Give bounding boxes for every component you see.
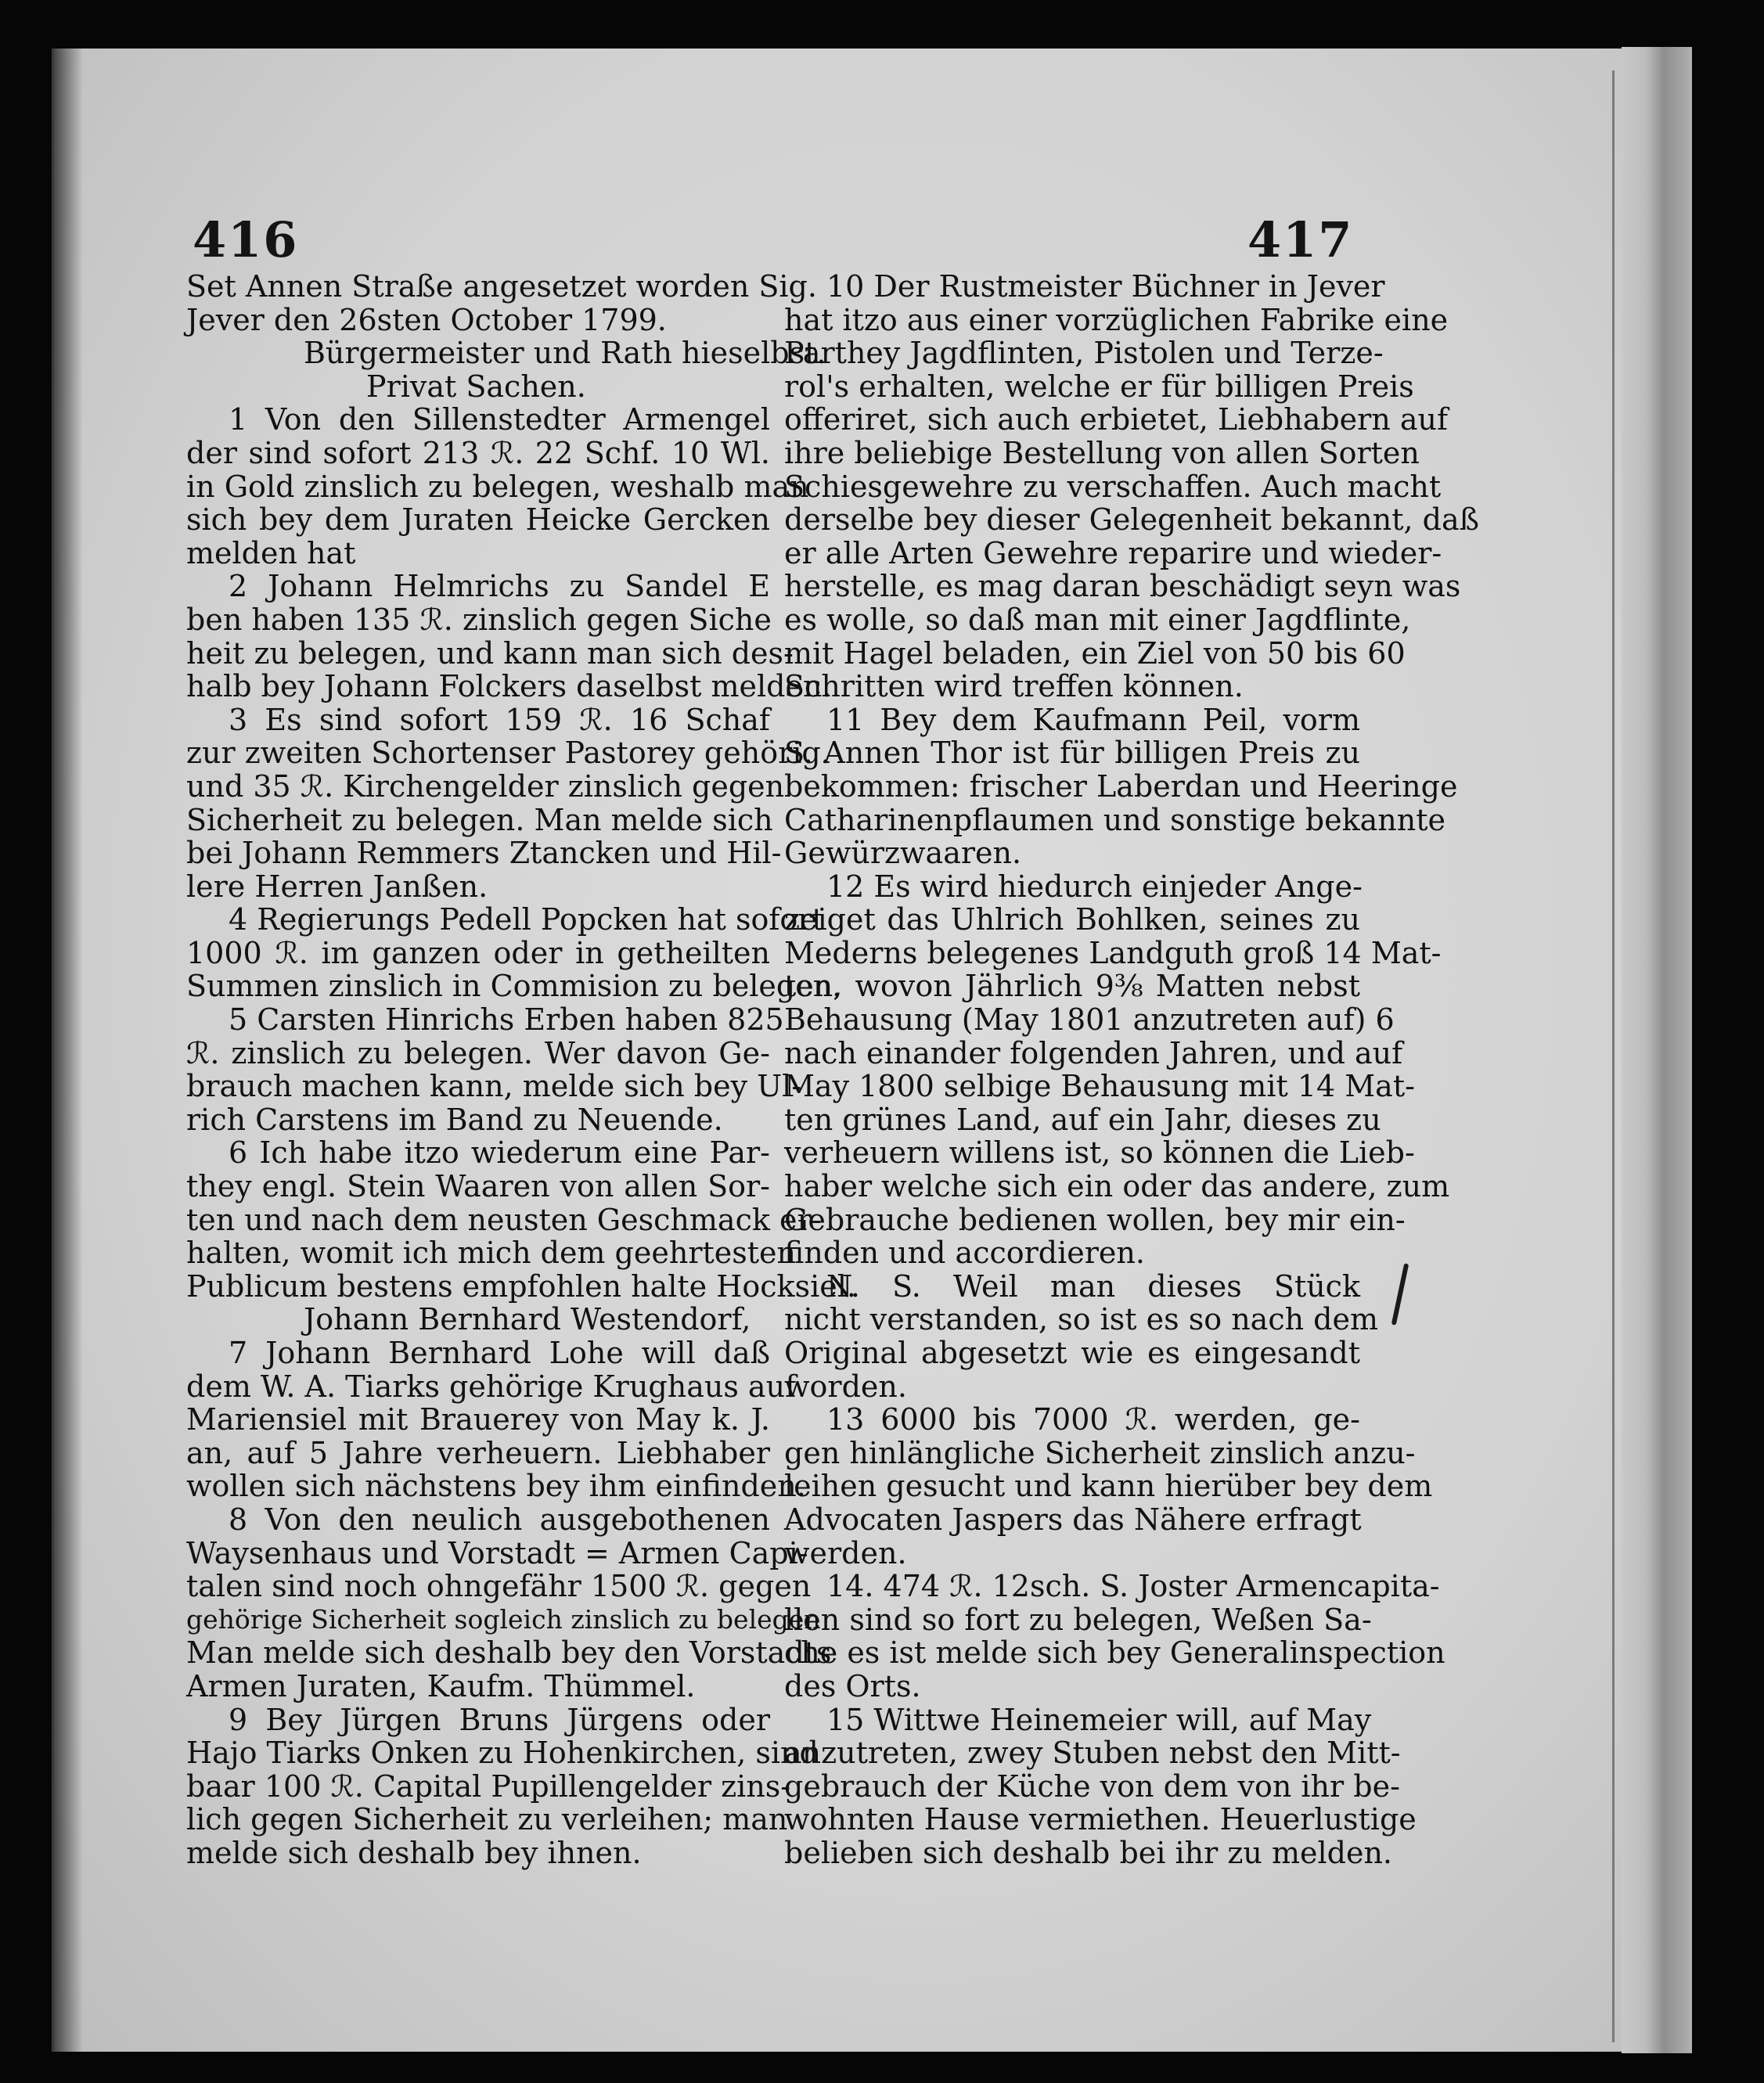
text-line: Parthey Jagdflinten, Pistolen und Terze- [784, 336, 1384, 371]
text-line: they engl. Stein Waaren von allen Sor- [186, 1169, 770, 1204]
section-heading: Privat Sachen. [366, 369, 586, 404]
text-line: Bürgermeister und Rath hieselbst. [304, 336, 826, 371]
text-line: mit Hagel beladen, ein Ziel von 50 bis 60 [784, 635, 1406, 671]
text-line: rich Carstens im Band zu Neuende. [186, 1102, 723, 1137]
text-line: 6 Ich habe itzo wiederum eine Par- [229, 1135, 770, 1171]
text-line: zeiget das Uhlrich Bohlken, seines zu [784, 902, 1360, 937]
text-line: 1 Von den Sillenstedter Armengel [229, 402, 770, 437]
text-line: nicht verstanden, so ist es so nach dem [784, 1302, 1378, 1337]
text-line: belieben sich deshalb bei ihr zu melden. [784, 1835, 1392, 1870]
text-line: nach einander folgenden Jahren, und auf [784, 1035, 1403, 1070]
text-line: Waysenhaus und Vorstadt = Armen Capi- [186, 1535, 808, 1570]
text-line: lere Herren Janßen. [186, 869, 488, 904]
text-line: dem W. A. Tiarks gehörige Krughaus auf [186, 1369, 797, 1404]
text-line: verheuern willens ist, so können die Lieb- [784, 1135, 1415, 1171]
page-edge-line [1612, 70, 1615, 2042]
text-line: 9 Bey Jürgen Bruns Jürgens oder [229, 1702, 770, 1737]
text-line: worden. [784, 1369, 907, 1404]
text-line: brauch machen kann, melde sich bey Ul- [186, 1069, 802, 1104]
text-line: Gewürzwaaren. [784, 836, 1022, 871]
text-line: che es ist melde sich bey Generalinspection [784, 1635, 1445, 1671]
text-line: an, auf 5 Jahre verheuern. Liebhaber [186, 1435, 770, 1470]
text-line: halten, womit ich mich dem geehrtesten [186, 1236, 796, 1271]
text-line: des Orts. [784, 1668, 921, 1703]
text-line: ben haben 135 ℛ. zinslich gegen Siche [186, 602, 772, 637]
text-line: N. S. Weil man dieses Stück [826, 1268, 1360, 1304]
text-line: Gebrauche bedienen wollen, bey mir ein- [784, 1202, 1406, 1237]
text-line: wohnten Hause vermiethen. Heuerlustige [784, 1802, 1417, 1837]
text-line: baar 100 ℛ. Capital Pupillengelder zins- [186, 1768, 791, 1804]
text-line: bei Johann Remmers Ztancken und Hil- [186, 836, 782, 871]
text-line: 14. 474 ℛ. 12sch. S. Joster Armencapita- [826, 1569, 1440, 1604]
text-line: 5 Carsten Hinrichs Erben haben 825 [229, 1002, 784, 1038]
text-line: ten grünes Land, auf ein Jahr, dieses zu [784, 1102, 1381, 1137]
gutter-shadow [52, 49, 83, 2052]
text-line: lich gegen Sicherheit zu verleihen; man [186, 1802, 788, 1837]
text-line: sich bey dem Juraten Heicke Gercken [186, 502, 770, 538]
text-line: Schritten wird treffen können. [784, 669, 1244, 704]
text-line: talen sind noch ohngefähr 1500 ℛ. gegen [186, 1569, 812, 1604]
text-line: Mariensiel mit Brauerey von May k. J. [186, 1402, 770, 1437]
text-line: melden hat [186, 535, 356, 570]
text-line: Publicum bestens empfohlen halte Hocksiel. [186, 1268, 856, 1304]
text-line: er alle Arten Gewehre reparire und wieder- [784, 535, 1442, 570]
text-line: Sicherheit zu belegen. Man melde sich [186, 802, 773, 837]
text-line: Armen Juraten, Kaufm. Thümmel. [186, 1668, 696, 1703]
text-line: Advocaten Jaspers das Nähere erfragt [784, 1502, 1362, 1537]
text-line: ihre beliebige Bestellung von allen Sorten [784, 435, 1420, 470]
text-line: es wolle, so daß man mit einer Jagdflinte, [784, 602, 1411, 637]
text-line: 7 Johann Bernhard Lohe will daß [229, 1336, 770, 1370]
text-line: Summen zinslich in Commision zu belegen. [186, 969, 842, 1004]
text-line: melde sich deshalb bey ihnen. [186, 1835, 642, 1870]
text-line: Behausung (May 1801 anzutreten auf) 6 [784, 1002, 1395, 1038]
text-line: finden und accordieren. [784, 1236, 1145, 1271]
text-line: leihen gesucht und kann hierüber bey dem [784, 1469, 1433, 1504]
text-line: haber welche sich ein oder das andere, zum [784, 1169, 1450, 1204]
text-line: 4 Regierungs Pedell Popcken hat sofort [229, 902, 824, 937]
text-line: S. Annen Thor ist für billigen Preis zu [784, 736, 1360, 771]
text-line: May 1800 selbige Behausung mit 14 Mat- [784, 1069, 1415, 1104]
right-text-column [784, 269, 1480, 1870]
text-line: ℛ. zinslich zu belegen. Wer davon Ge- [186, 1035, 770, 1070]
text-line: herstelle, es mag daran beschädigt seyn was [784, 569, 1461, 604]
text-line: 15 Wittwe Heinemeier will, auf May [826, 1702, 1372, 1737]
text-line: wollen sich nächstens bey ihm einfinden. [186, 1469, 806, 1504]
text-line: Catharinenpflaumen und sonstige bekannte [784, 802, 1445, 837]
text-line: ten und nach dem neusten Geschmack er- [186, 1202, 822, 1237]
signature-line: Johann Bernhard Westendorf, [304, 1302, 751, 1337]
text-line: gebrauch der Küche von dem von ihr be- [784, 1768, 1400, 1804]
text-line: 12 Es wird hiedurch einjeder Ange- [826, 869, 1363, 904]
text-line: Mederns belegenes Landguth groß 14 Mat- [784, 935, 1442, 970]
text-line: derselbe bey dieser Gelegenheit bekannt, daß [784, 502, 1480, 538]
page-number-left: 416 [193, 211, 299, 268]
page-number-right: 417 [1247, 211, 1354, 268]
text-line: 8 Von den neulich ausgebothenen [229, 1502, 770, 1537]
text-line: 13 6000 bis 7000 ℛ. werden, ge- [826, 1402, 1360, 1437]
text-line: anzutreten, zwey Stuben nebst den Mitt- [784, 1736, 1401, 1771]
text-line: der sind sofort 213 ℛ. 22 Schf. 10 Wl. [186, 435, 770, 470]
text-line: und 35 ℛ. Kirchengelder zinslich gegen [186, 768, 785, 804]
text-line: ten, wovon Jährlich 9⅜ Matten nebst [784, 969, 1360, 1004]
text-line: 11 Bey dem Kaufmann Peil, vorm [826, 702, 1360, 737]
text-line: bekommen: frischer Laberdan und Heeringe [784, 768, 1458, 804]
text-line: Man melde sich deshalb bey den Vorstadts [186, 1635, 832, 1671]
book-page-edges [1622, 47, 1692, 2053]
text-line: Schiesgewehre zu verschaffen. Auch macht [784, 469, 1442, 504]
text-line: halb bey Johann Folckers daselbst melden. [186, 669, 832, 704]
text-line: werden. [784, 1535, 907, 1570]
text-line: 10 Der Rustmeister Büchner in Jever [826, 269, 1385, 304]
text-line: offeriret, sich auch erbietet, Liebhabern auf [784, 402, 1449, 437]
text-line: gehörige Sicherheit sogleich zinslich zu belegen [186, 1603, 821, 1635]
text-line: 1000 ℛ. im ganzen oder in getheilten [186, 935, 770, 970]
text-line: zur zweiten Schortenser Pastorey gehörig. [186, 736, 830, 771]
text-line: hat itzo aus einer vorzüglichen Fabrike eine [784, 302, 1449, 337]
text-line: Set Annen Straße angesetzet worden Sig. [186, 269, 817, 304]
text-line: Jever den 26sten October 1799. [186, 302, 667, 337]
text-line: gen hinlängliche Sicherheit zinslich anzu- [784, 1435, 1416, 1470]
text-line: Original abgesetzt wie es eingesandt [784, 1336, 1360, 1370]
text-line: 2 Johann Helmrichs zu Sandel E [229, 569, 770, 604]
text-line: 3 Es sind sofort 159 ℛ. 16 Schaf [229, 702, 770, 737]
text-line: llen sind so fort zu belegen, Weßen Sa- [784, 1602, 1372, 1637]
text-line: in Gold zinslich zu belegen, weshalb man [186, 469, 809, 504]
text-line: heit zu belegen, und kann man sich des- [186, 635, 794, 671]
text-line: Hajo Tiarks Onken zu Hohenkirchen, sind [186, 1736, 819, 1771]
text-line: rol's erhalten, welche er für billigen Preis [784, 369, 1414, 404]
